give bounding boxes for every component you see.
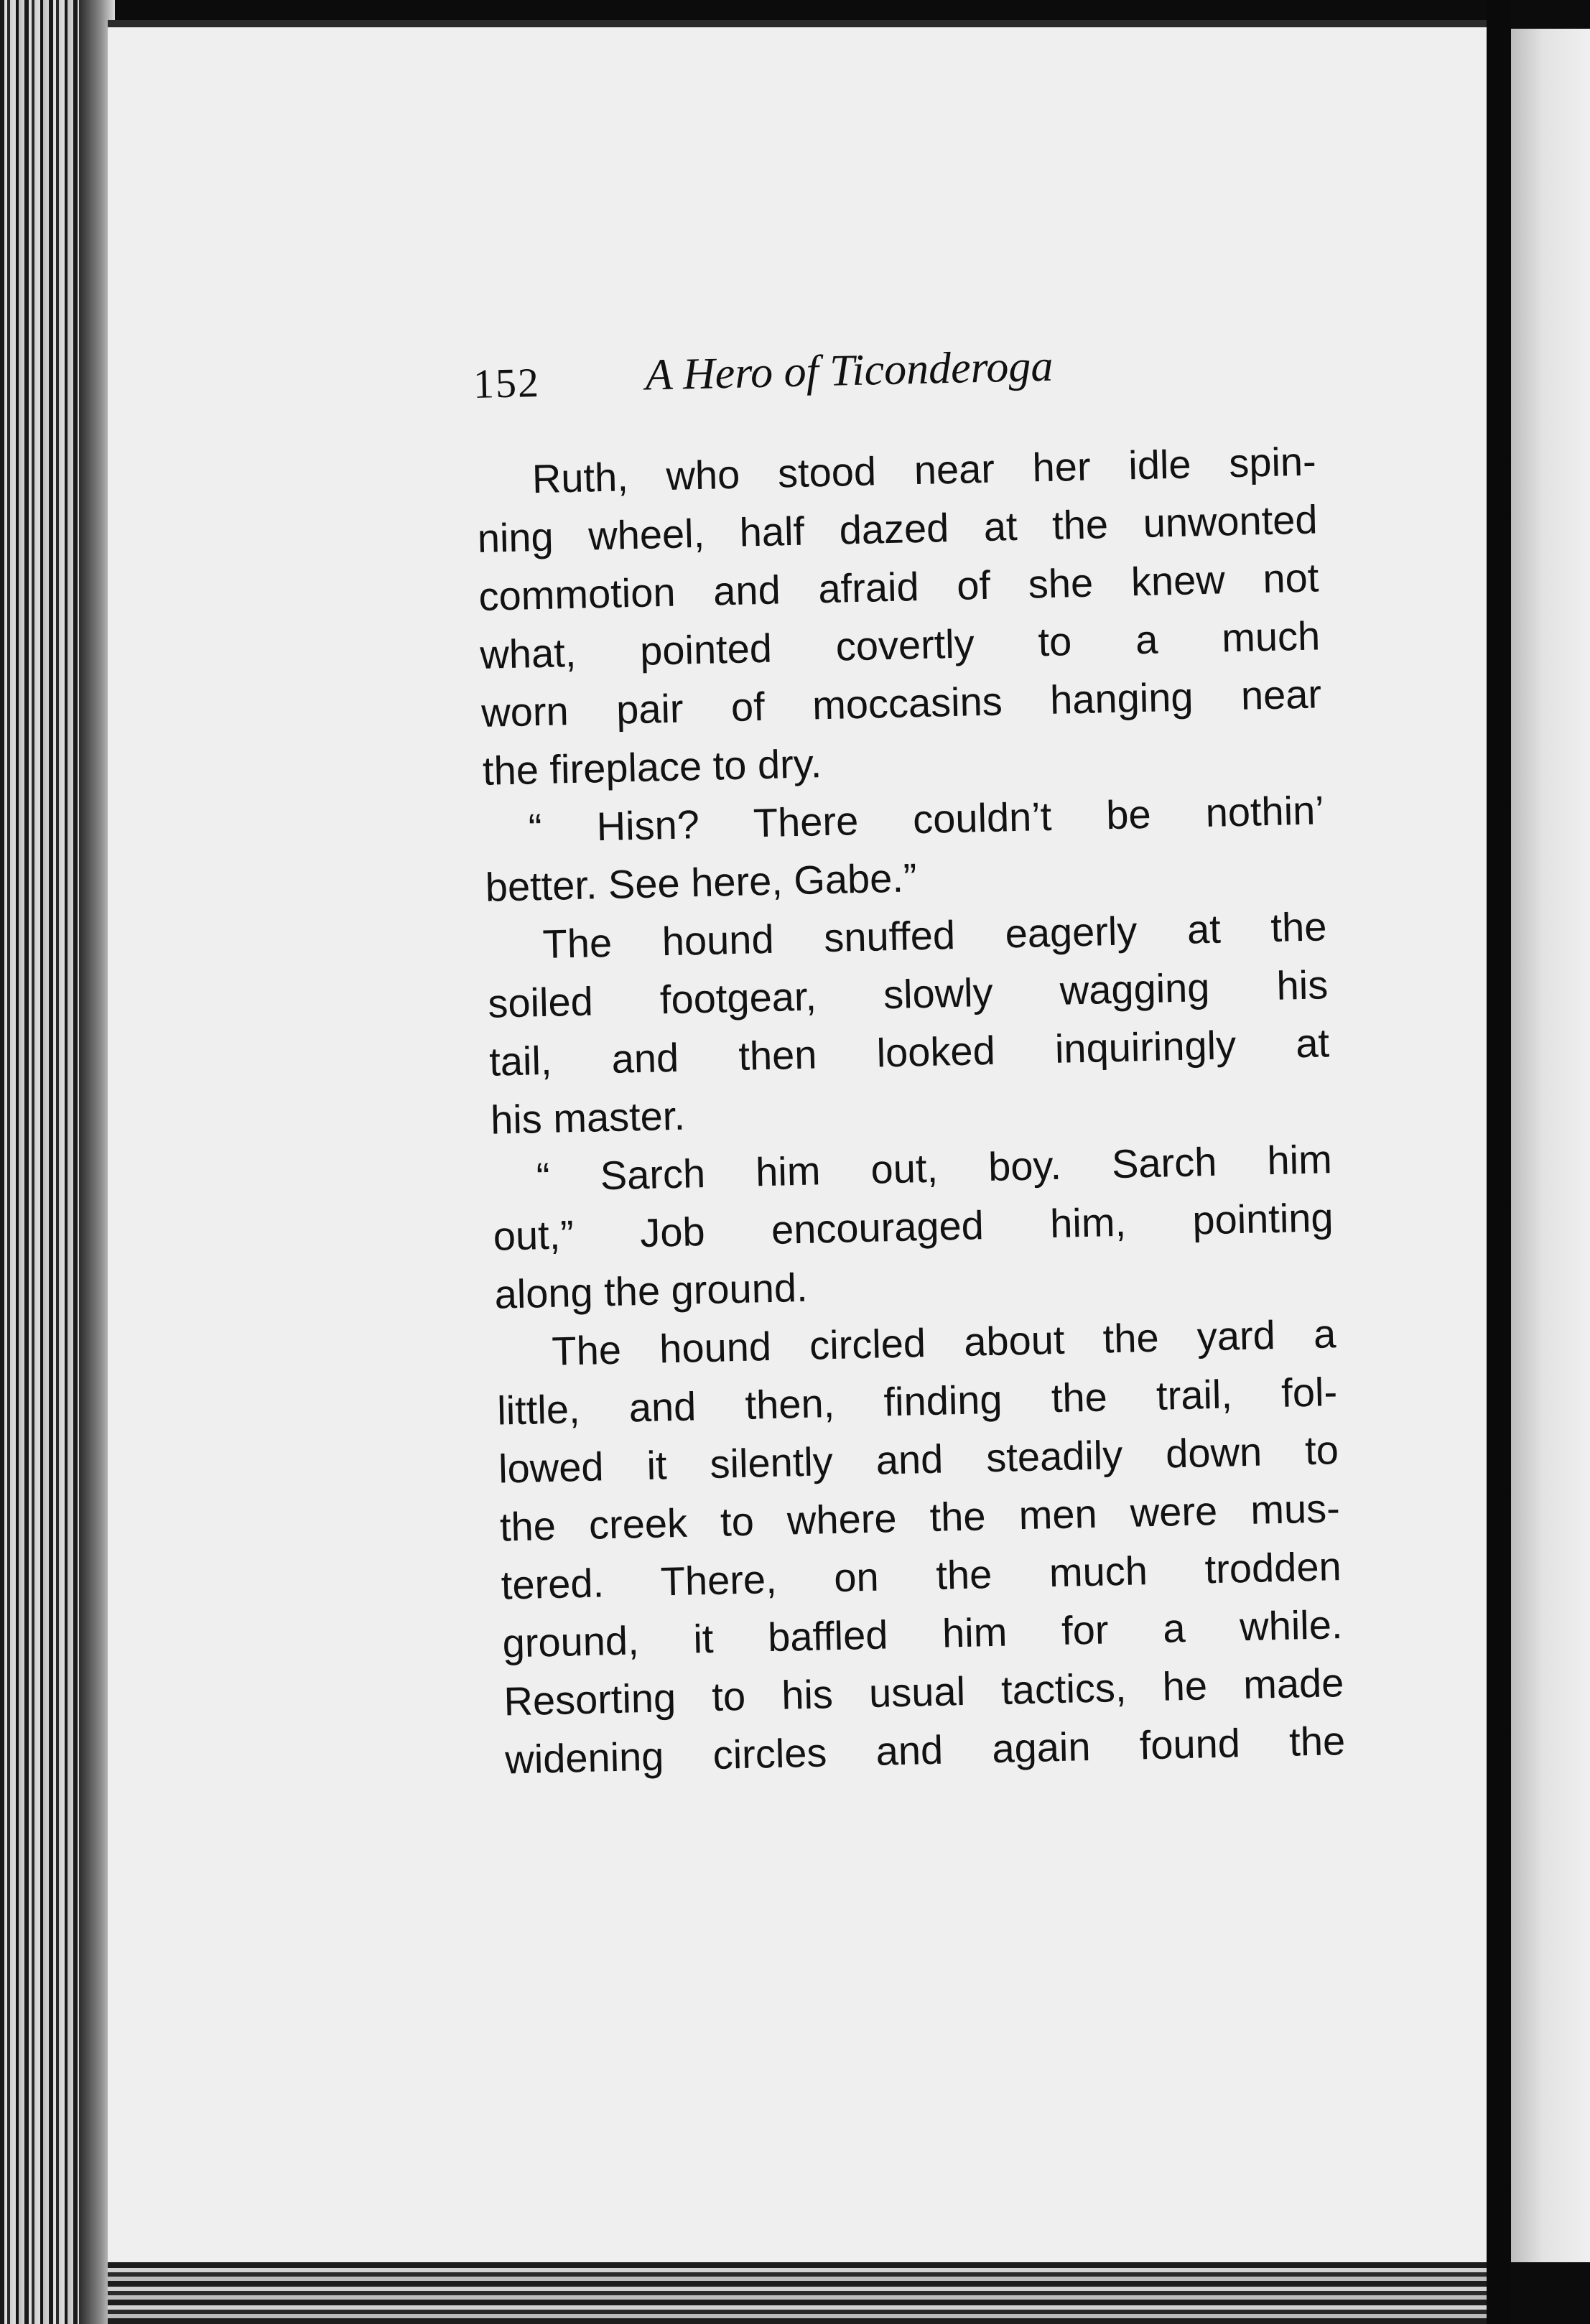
text-line: ground, it baffled him for a while. [501, 1602, 1344, 1666]
text-line: ning wheel, half dazed at the unwonted [477, 496, 1319, 561]
text-line: out,” Job encouraged him, pointing [493, 1194, 1334, 1259]
body-text [475, 432, 1346, 1788]
text-line: the creek to where the men were mus- [499, 1485, 1341, 1550]
text-line: Resorting to his usual tactics, he made [503, 1660, 1344, 1724]
text-line: The hound snuffed eagerly at the [541, 903, 1328, 967]
text-line: along the ground. [493, 1264, 809, 1317]
text-line: widening circles and again found the [504, 1717, 1346, 1782]
page-number: 152 [473, 358, 541, 407]
text-line: The hound circled about the yard a [551, 1311, 1336, 1374]
text-line: the fireplace to dry. [482, 740, 822, 794]
text-line: “ Hisn? There couldn’t be nothin’ [528, 787, 1325, 851]
text-line: Ruth, who stood near her idle spin- [531, 438, 1317, 502]
page-gutter-rule [1487, 0, 1511, 2324]
text-line: his master. [490, 1092, 686, 1143]
text-line: worn pair of moccasins hanging near [480, 671, 1322, 735]
text-line: little, and then, finding the trail, fol- [496, 1369, 1338, 1433]
text-line: tail, and then looked inquiringly at [488, 1020, 1330, 1084]
text-line: better. See here, Gabe.” [485, 855, 918, 910]
adjacent-page-edge [1511, 29, 1590, 2262]
text-line: soiled footgear, slowly wagging his [487, 962, 1329, 1026]
page-bottom-edges [108, 2262, 1487, 2324]
running-title: A Hero of Ticonderoga [644, 341, 1054, 400]
text-line: what, pointed covertly to a much [479, 613, 1321, 677]
text-line: commotion and afraid of she knew not [478, 554, 1320, 619]
text-line: lowed it silently and steadily down to [498, 1427, 1339, 1492]
text-line: tered. There, on the much trodden [501, 1543, 1342, 1608]
text-line: “ Sarch him out, boy. Sarch him [536, 1136, 1333, 1200]
